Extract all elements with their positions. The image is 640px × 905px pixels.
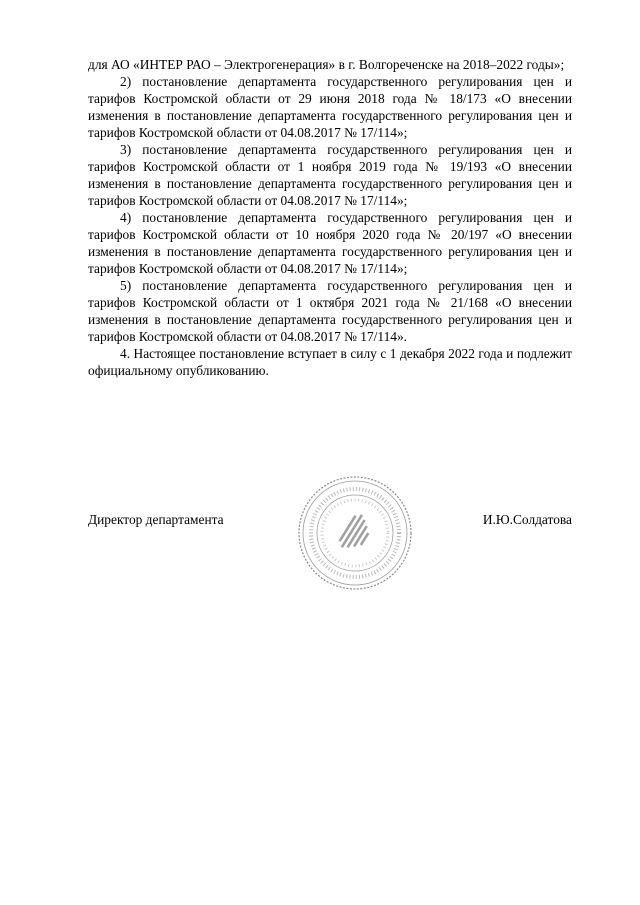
paragraph-item-4: 4) постановление департамента государственного регулирования цен и тарифов Костромской области от 10 ноября 2020 года № 20/197 «О внесении изменения в постановление департамента государственного регулирования цен и тарифов Костромской области от 04.08.2017 № 17/114»;	[88, 210, 572, 276]
seal-stamp-icon	[296, 474, 414, 592]
paragraph-clause-4: 4. Настоящее постановление вступает в силу с 1 декабря 2022 года и подлежит официальному опубликованию.	[88, 346, 572, 378]
paragraph-item-5: 5) постановление департамента государственного регулирования цен и тарифов Костромской области от 1 октября 2021 года № 21/168 «О внесении изменения в постановление департамента государственного регулирования цен и тарифов Костромской области от 04.08.2017 № 17/114».	[88, 278, 572, 344]
paragraph-continuation: для АО «ИНТЕР РАО – Электрогенерация» в г. Волгореченске на 2018–2022 годы»;	[88, 57, 565, 72]
signer-name: И.Ю.Солдатова	[482, 512, 572, 527]
signer-position: Директор департамента	[88, 512, 224, 527]
paragraph-item-3: 3) постановление департамента государственного регулирования цен и тарифов Костромской области от 1 ноября 2019 года № 19/193 «О внесении изменения в постановление департамента государственного регулирования цен и тарифов Костромской области от 04.08.2017 № 17/114»;	[88, 142, 572, 208]
document-body	[88, 56, 572, 379]
paragraph-item-2: 2) постановление департамента государственного регулирования цен и тарифов Костромской области от 29 июня 2018 года № 18/173 «О внесении изменения в постановление департамента государственного регулирования цен и тарифов Костромской области от 04.08.2017 № 17/114»;	[88, 74, 572, 140]
seal-stamp-graphic	[296, 474, 414, 592]
